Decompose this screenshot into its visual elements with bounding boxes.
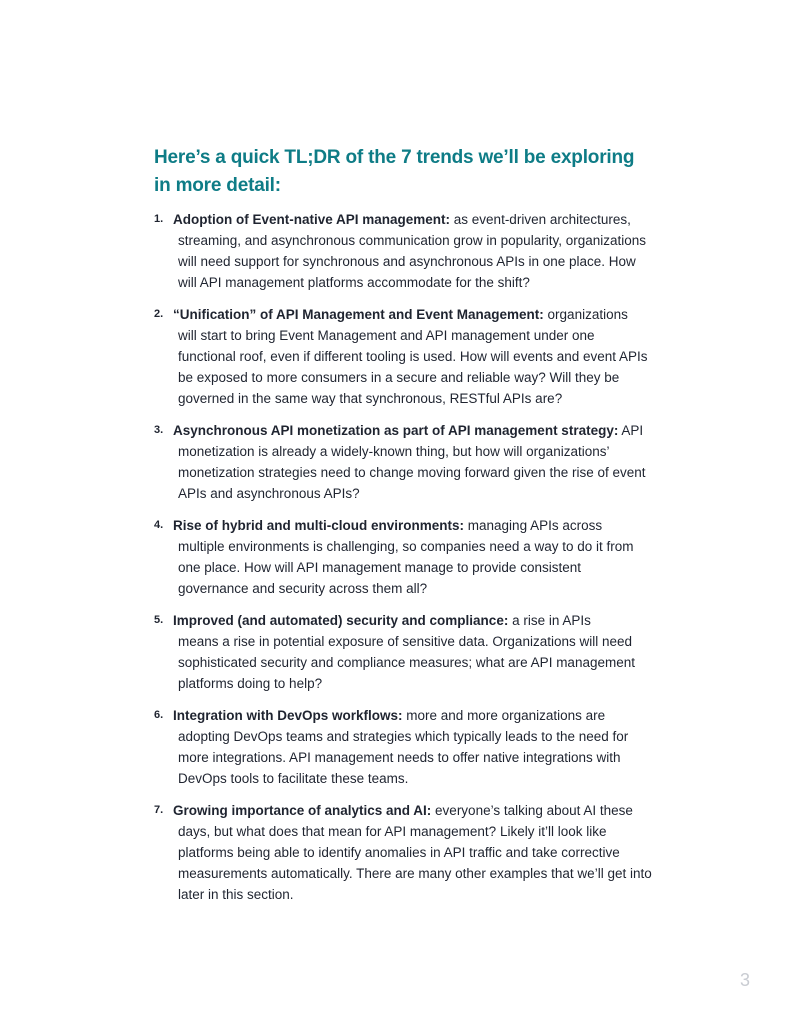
list-item	[154, 515, 654, 599]
trend-text-start: organizations	[543, 307, 628, 322]
trend-title: Improved (and automated) security and compliance:	[173, 613, 509, 628]
list-number: 1.	[154, 213, 164, 225]
trend-text-start: API	[618, 423, 644, 438]
trend-title: Adoption of Event-native API management:	[173, 212, 451, 227]
list-item-first-line	[173, 304, 654, 325]
trend-title: “Unification” of API Management and Event Management:	[173, 307, 544, 322]
list-item-first-line	[173, 800, 654, 821]
list-item	[154, 705, 654, 789]
list-item-first-line	[173, 610, 654, 631]
list-item	[154, 800, 654, 905]
trend-title: Rise of hybrid and multi-cloud environments:	[173, 518, 465, 533]
trend-text: monetization is already a widely-known thing, but how will organizations’ monetization strategies need to change moving forward given the rise of event APIs and asynchronous APIs?	[178, 444, 646, 501]
trend-text-start: managing APIs across	[464, 518, 603, 533]
trend-text-start: a rise in APIs	[508, 613, 591, 628]
trend-text-start: everyone’s talking about AI these	[431, 803, 633, 818]
list-number: 5.	[154, 614, 164, 626]
list-number: 2.	[154, 308, 164, 320]
trend-title: Asynchronous API monetization as part of API management strategy:	[173, 423, 619, 438]
list-item	[154, 209, 654, 293]
trend-title: Growing importance of analytics and AI:	[173, 803, 432, 818]
section-heading: Here’s a quick TL;DR of the 7 trends we’ll be exploring in more detail:	[154, 147, 635, 196]
trend-text: adopting DevOps teams and strategies which typically leads to the need for more integrations. API management needs to offer native integrations with DevOps tools to facilitate these teams.	[178, 729, 629, 786]
trend-text-start: more and more organizations are	[402, 708, 606, 723]
list-number: 6.	[154, 709, 164, 721]
trend-text: streaming, and asynchronous communication grow in popularity, organizations will need support for synchronous and asynchronous APIs in one place. How will API management platforms accommodate for the shift?	[178, 233, 646, 290]
trend-text: will start to bring Event Management and API management under one functional roof, even if different tooling is used. How will events and event APIs be exposed to more consumers in a secure and reliable way? Will they be governed in the same way that synchronous, RESTful APIs are?	[178, 328, 648, 406]
list-item-first-line	[173, 209, 654, 230]
page-number: 3	[740, 970, 751, 990]
list-item	[154, 304, 654, 409]
list-item	[154, 610, 654, 694]
list-item-first-line	[173, 420, 654, 441]
list-number: 4.	[154, 519, 164, 531]
trend-text: multiple environments is challenging, so companies need a way to do it from one place. How will API management manage to provide consistent governance and security across them all?	[178, 539, 634, 596]
trend-list	[154, 209, 654, 916]
trend-title: Integration with DevOps workflows:	[173, 708, 403, 723]
list-item-first-line	[173, 705, 654, 726]
list-number: 3.	[154, 424, 164, 436]
list-item	[154, 420, 654, 504]
trend-text-start: as event-driven architectures,	[450, 212, 631, 227]
trend-text: means a rise in potential exposure of sensitive data. Organizations will need sophisticated security and compliance measures; what are API management platforms doing to help?	[178, 634, 635, 691]
trend-text: days, but what does that mean for API management? Likely it’ll look like platforms being able to identify anomalies in API traffic and take corrective measurements automatically. There are many other examples that we’ll get into later in this section.	[178, 824, 652, 902]
list-item-first-line	[173, 515, 654, 536]
list-number: 7.	[154, 804, 164, 816]
